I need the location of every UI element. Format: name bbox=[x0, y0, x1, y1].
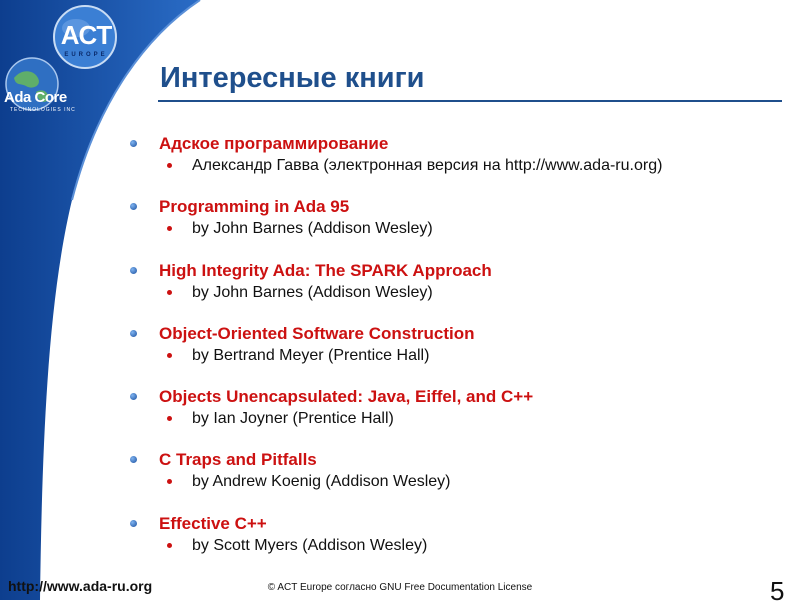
book-title: C Traps and Pitfalls bbox=[159, 450, 317, 470]
bullet-icon bbox=[130, 203, 137, 210]
book-author: Александр Гавва (электронная версия на http://www.ada-ru.org) bbox=[192, 157, 663, 174]
slide-title: Интересные книги bbox=[160, 62, 425, 94]
sub-bullet-icon bbox=[167, 290, 172, 295]
sub-bullet-icon bbox=[167, 479, 172, 484]
book-title: Programming in Ada 95 bbox=[159, 197, 350, 217]
bullet-icon bbox=[130, 520, 137, 527]
book-list bbox=[130, 132, 780, 575]
book-item bbox=[130, 385, 780, 448]
footer-copyright: © ACT Europe согласно GNU Free Documentation License bbox=[267, 582, 533, 593]
act-logo-subtext: EUROPE bbox=[64, 52, 108, 58]
bullet-icon bbox=[130, 140, 137, 147]
adacore-logo-text: Ada Core bbox=[4, 89, 67, 106]
sub-bullet-icon bbox=[167, 163, 172, 168]
book-author: by Andrew Koenig (Addison Wesley) bbox=[192, 473, 451, 491]
book-title: Адское программирование bbox=[159, 134, 389, 153]
sub-bullet-icon bbox=[167, 416, 172, 421]
book-author: by John Barnes (Addison Wesley) bbox=[192, 283, 433, 301]
sub-bullet-icon bbox=[167, 226, 172, 231]
bullet-icon bbox=[130, 393, 137, 400]
act-logo-text: ACT bbox=[60, 20, 112, 50]
title-underline bbox=[158, 100, 782, 102]
footer-url: http://www.ada-ru.org bbox=[8, 578, 153, 594]
book-item bbox=[130, 322, 780, 385]
book-title: Objects Unencapsulated: Java, Eiffel, and C++ bbox=[159, 387, 534, 407]
page-number: 5 bbox=[770, 576, 785, 606]
book-title: Object-Oriented Software Construction bbox=[159, 323, 475, 343]
book-item bbox=[130, 195, 780, 258]
book-title: High Integrity Ada: The SPARK Approach bbox=[159, 260, 492, 280]
book-item bbox=[130, 132, 780, 195]
book-author: by John Barnes (Addison Wesley) bbox=[192, 220, 433, 238]
sub-bullet-icon bbox=[167, 543, 172, 548]
book-author: by Ian Joyner (Prentice Hall) bbox=[192, 410, 394, 428]
adacore-logo-subtext: TECHNOLOGIES INC bbox=[10, 107, 76, 113]
book-title: Effective C++ bbox=[159, 513, 267, 533]
book-author: by Scott Myers (Addison Wesley) bbox=[192, 536, 428, 554]
book-author: by Bertrand Meyer (Prentice Hall) bbox=[192, 346, 430, 364]
bullet-icon bbox=[130, 456, 137, 463]
book-item bbox=[130, 259, 780, 322]
book-item bbox=[130, 448, 780, 511]
bullet-icon bbox=[130, 267, 137, 274]
book-item bbox=[130, 512, 780, 575]
bullet-icon bbox=[130, 330, 137, 337]
sub-bullet-icon bbox=[167, 353, 172, 358]
